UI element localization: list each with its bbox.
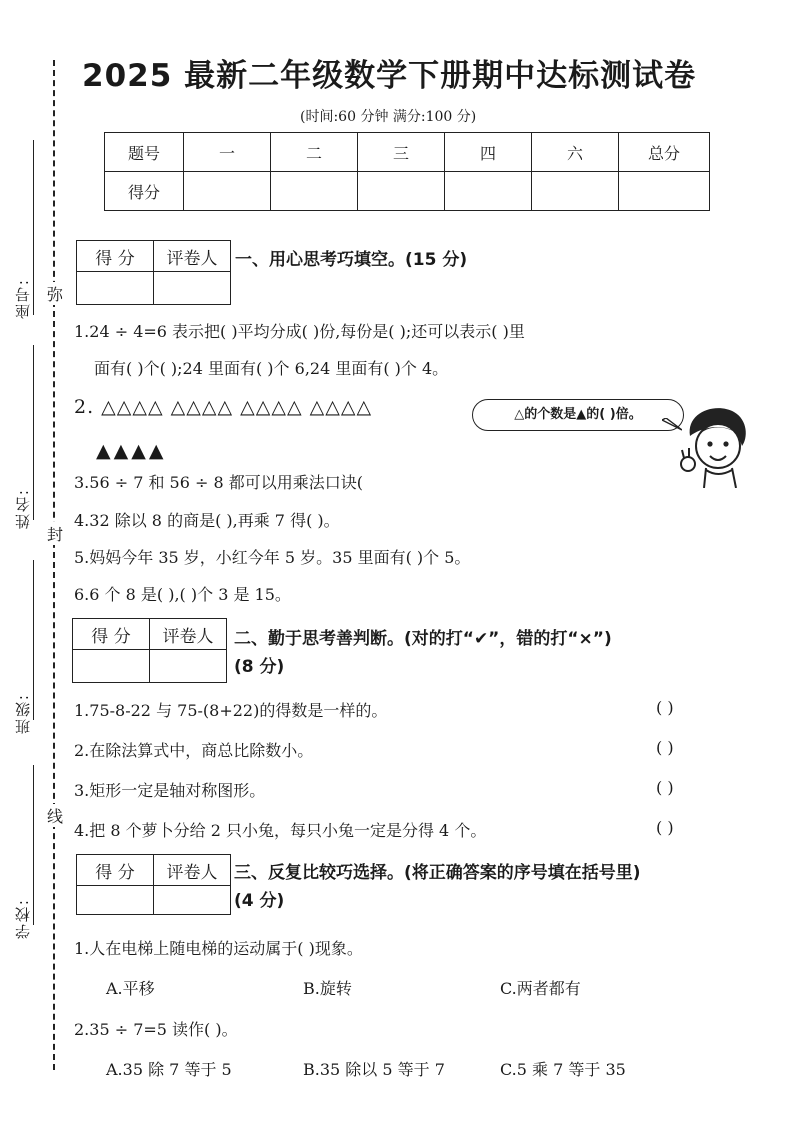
s2-answer-paren-3[interactable]: ( ) [656, 778, 674, 797]
score-cell[interactable] [358, 172, 445, 211]
s1-q1-line1: 1.24 ÷ 4=6 表示把( )平均分成( )份,每份是( );还可以表示( )里 [74, 322, 525, 341]
grader-box-section-2 [72, 618, 227, 683]
section-3-title: 三、反复比较巧选择。(将正确答案的序号填在括号里) [234, 863, 641, 883]
score-table-col: 总分 [619, 133, 710, 172]
s1-q2-triangles: 2. △△△△ △△△△ △△△△ △△△△ [74, 396, 373, 418]
binding-dashed-line [53, 60, 55, 1070]
s1-q3: 3.56 ÷ 7 和 56 ÷ 8 都可以用乘法口诀( [74, 473, 364, 492]
score-cell[interactable] [619, 172, 710, 211]
grader-score-cell[interactable] [77, 272, 154, 305]
section-1-title: 一、用心思考巧填空。(15 分) [235, 250, 468, 270]
score-table-col: 四 [445, 133, 532, 172]
cartoon-kid-icon [676, 402, 756, 488]
grader-box-section-1 [76, 240, 231, 305]
section-2-title-score: (8 分) [234, 657, 285, 677]
grader-reviewer-cell[interactable] [154, 272, 231, 305]
grader-reviewer-cell[interactable] [154, 886, 231, 915]
s2-item-4: 4.把 8 个萝卜分给 2 只小兔，每只小兔一定是分得 4 个。 [74, 821, 487, 840]
binding-blank-class [33, 560, 34, 720]
grader-box-section-3 [76, 854, 231, 915]
score-table-col: 一 [184, 133, 271, 172]
speech-bubble: △的个数是▲的( )倍。 [472, 399, 684, 431]
grader-score-label: 得 分 [73, 619, 150, 650]
binding-blank-school [33, 765, 34, 925]
grader-score-label: 得 分 [77, 241, 154, 272]
s3-q2-option-b[interactable]: B.35 除以 5 等于 7 [303, 1060, 445, 1079]
s1-q1-line2: 面有( )个( );24 里面有( )个 6,24 里面有( )个 4。 [94, 359, 449, 378]
score-table-col: 六 [532, 133, 619, 172]
s2-answer-paren-1[interactable]: ( ) [656, 698, 674, 717]
score-table-score-label: 得分 [105, 172, 184, 211]
section-3-title-score: (4 分) [234, 891, 285, 911]
seal-char-feng: 封 [45, 522, 65, 545]
s2-answer-paren-2[interactable]: ( ) [656, 738, 674, 757]
grader-score-cell[interactable] [77, 886, 154, 915]
s3-q1: 1.人在电梯上随电梯的运动属于( )现象。 [74, 939, 363, 958]
s3-q1-option-a[interactable]: A.平移 [106, 979, 155, 998]
s1-q6: 6.6 个 8 是( ),( )个 3 是 15。 [74, 585, 291, 604]
seal-char-mi: 弥 [45, 282, 65, 305]
grader-reviewer-label: 评卷人 [150, 619, 227, 650]
score-cell[interactable] [532, 172, 619, 211]
s3-q1-option-c[interactable]: C.两者都有 [500, 979, 581, 998]
s3-q1-option-b[interactable]: B.旋转 [303, 979, 352, 998]
school-label: 学校: [14, 898, 32, 940]
score-table-score-row [105, 172, 710, 211]
s1-q5: 5.妈妈今年 35 岁，小红今年 5 岁。35 里面有( )个 5。 [74, 548, 471, 567]
score-cell[interactable] [445, 172, 532, 211]
seal-char-xian: 线 [45, 804, 65, 827]
grader-reviewer-cell[interactable] [150, 650, 227, 683]
score-table-col: 二 [271, 133, 358, 172]
s3-q2-option-a[interactable]: A.35 除 7 等于 5 [106, 1060, 232, 1079]
name-label: 姓名: [14, 488, 32, 530]
exam-time-info: (时间:60 分钟 满分:100 分) [300, 109, 477, 125]
grader-reviewer-label: 评卷人 [154, 241, 231, 272]
binding-blank-name [33, 345, 34, 520]
grader-reviewer-label: 评卷人 [154, 855, 231, 886]
s1-q2-solid-triangles: ▲▲▲▲ [96, 440, 167, 462]
grader-score-cell[interactable] [73, 650, 150, 683]
s2-item-2: 2.在除法算式中，商总比除数小。 [74, 741, 314, 760]
seat-number-label: 座号: [14, 278, 32, 320]
s3-q2-option-c[interactable]: C.5 乘 7 等于 35 [500, 1060, 626, 1079]
s2-answer-paren-4[interactable]: ( ) [656, 818, 674, 837]
score-table [104, 132, 710, 211]
section-2-title: 二、勤于思考善判断。(对的打“✔”，错的打“×”) [234, 629, 612, 649]
score-cell[interactable] [271, 172, 358, 211]
binding-blank-seat [33, 140, 34, 315]
s1-q4: 4.32 除以 8 的商是( ),再乘 7 得( )。 [74, 511, 340, 530]
page-title: 2025 最新二年级数学下册期中达标测试卷 [82, 58, 697, 94]
grader-score-label: 得 分 [77, 855, 154, 886]
class-label: 班级: [14, 693, 32, 735]
score-table-col: 三 [358, 133, 445, 172]
s2-item-1: 1.75-8-22 与 75-(8+22)的得数是一样的。 [74, 701, 388, 720]
s2-item-3: 3.矩形一定是轴对称图形。 [74, 781, 266, 800]
score-table-header-label: 题号 [105, 133, 184, 172]
s3-q2: 2.35 ÷ 7=5 读作( )。 [74, 1020, 238, 1039]
score-cell[interactable] [184, 172, 271, 211]
score-table-header-row [105, 133, 710, 172]
